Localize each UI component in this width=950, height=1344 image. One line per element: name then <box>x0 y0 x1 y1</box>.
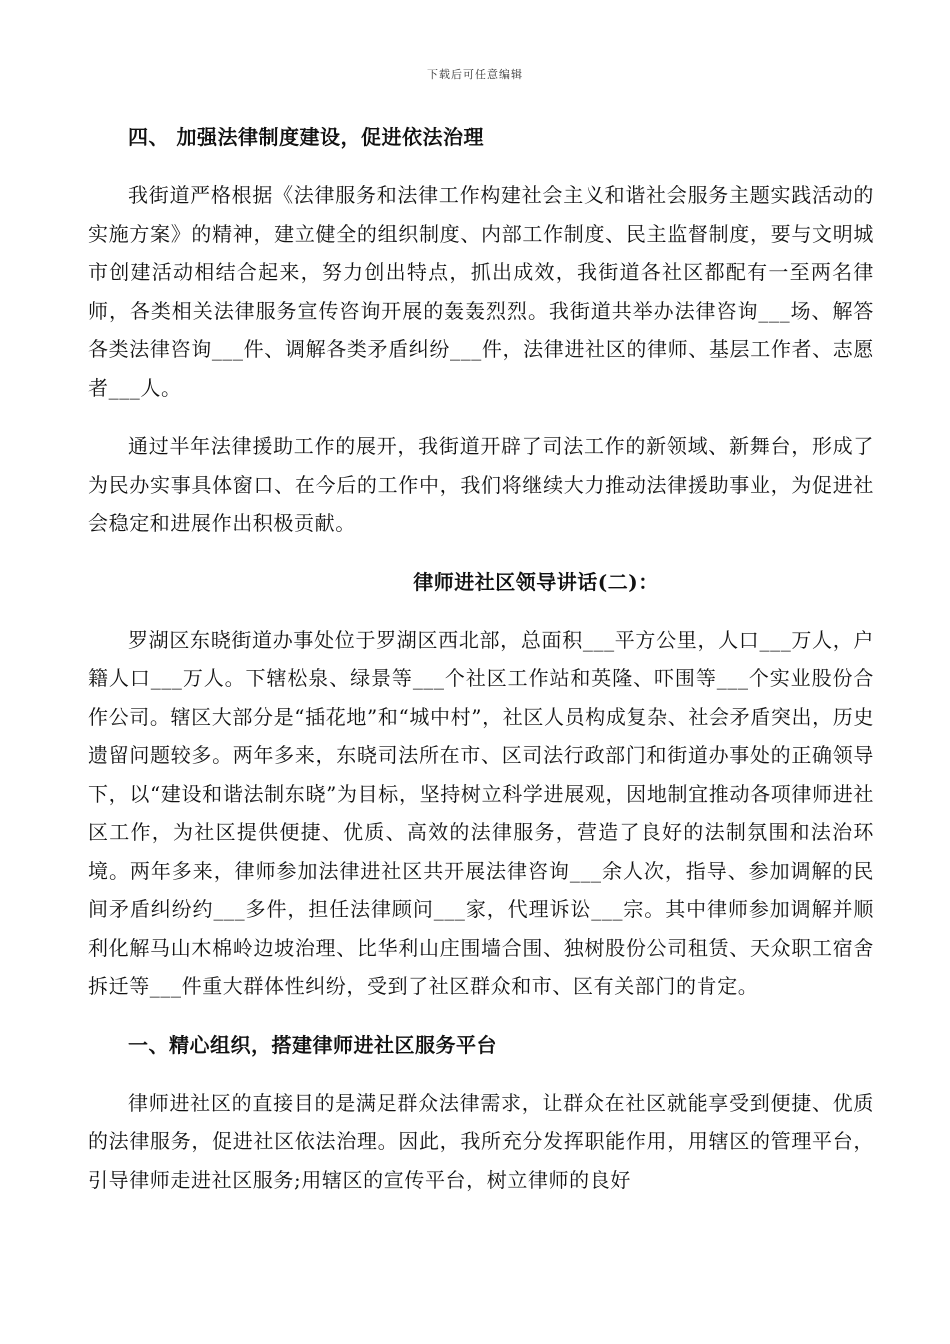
speech-title-2: 律师进社区领导讲话(二)： <box>413 569 659 594</box>
section-heading-4: 四、 加强法律制度建设，促进依法治理 <box>128 125 484 149</box>
paragraph-lawyer-platform: 律师进社区的直接目的是满足群众法律需求，让群众在社区就能享受到便捷、优质的法律服务，促进社区依法治理。因此，我所充分发挥职能作用，用辖区的管理平台，引导律师走进社区服务;用辖区的宣传平台，树立律师的良好 <box>88 1090 874 1192</box>
paragraph-legal-aid-summary: 通过半年法律援助工作的展开，我街道开辟了司法工作的新领域、新舞台，形成了为民办实事具体窗口、在今后的工作中，我们将继续大力推动法律援助事业，为促进社会稳定和进展作出积极贡献。 <box>88 434 874 535</box>
header-note: 下载后可任意编辑 <box>427 68 523 81</box>
document-body <box>88 118 874 1219</box>
section-heading-1: 一、精心组织，搭建律师进社区服务平台 <box>128 1032 497 1057</box>
paragraph-dongxiao-overview: 罗湖区东晓街道办事处位于罗湖区西北部，总面积___平方公里，人口___万人，户籍人口___万人。下辖松泉、绿景等___个社区工作站和英隆、吓围等___个实业股份合作公司。辖区大部分是“插花地”和“城中村”，社区人员构成复杂、社会矛盾突出，历史遗留问题较多。两年多来，东晓司法所在市、区司法行政部门和街道办事处的正确领导下，以“建设和谐法制东晓”为目标，坚持树立科学进展观，因地制宜推动各项律师进社区工作，为社区提供便捷、优质、高效的法律服务，营造了良好的法制氛围和法治环境。两年多来，律师参加法律进社区共开展法律咨询___余人次，指导、参加调解的民间矛盾纠纷约___多件，担任法律顾问___家，代理诉讼___宗。其中律师参加调解并顺利化解马山木棉岭边坡治理、比华利山庄围墙合围、独树股份公司租赁、天众职工宿舍拆迁等___件重大群体性纠纷，受到了社区群众和市、区有关部门的肯定。 <box>88 627 874 998</box>
paragraph-legal-system: 我街道严格根据《法律服务和法律工作构建社会主义和谐社会服务主题实践活动的实施方案》的精神，建立健全的组织制度、内部工作制度、民主监督制度，要与文明城市创建活动相结合起来，努力创出特点，抓出成效，我街道各社区都配有一至两名律师，各类相关法律服务宣传咨询开展的轰轰烈烈。我街道共举办法律咨询___场、解答各类法律咨询___件、调解各类矛盾纠纷___件，法律进社区的律师、基层工作者、志愿者___人。 <box>88 183 874 400</box>
